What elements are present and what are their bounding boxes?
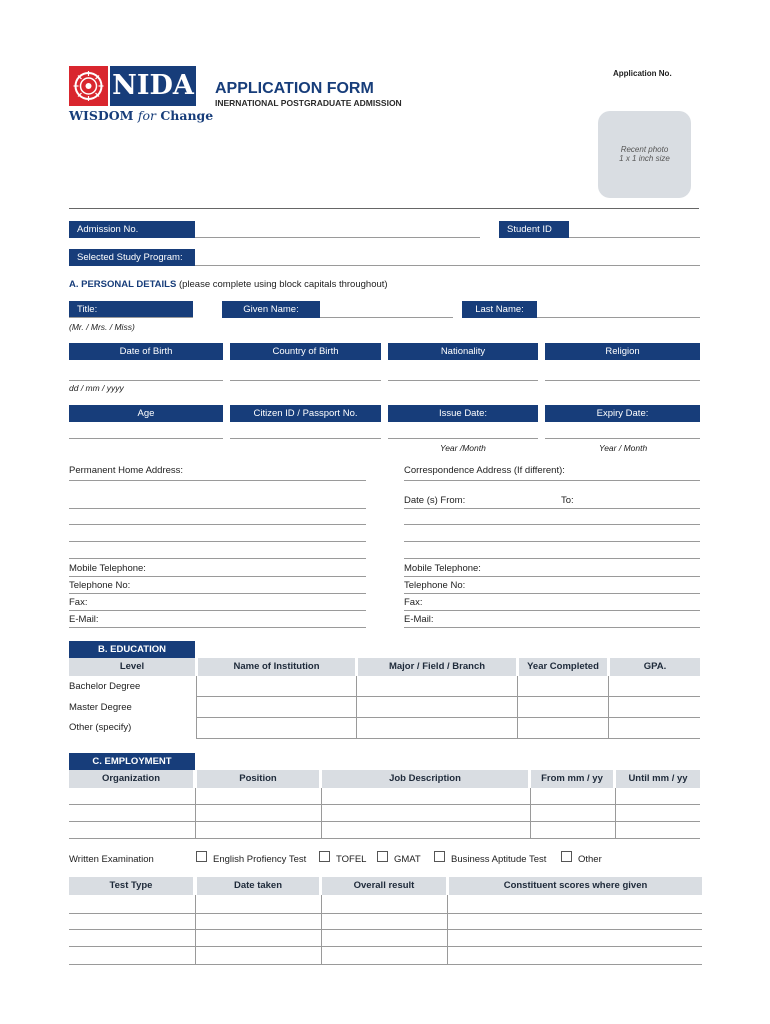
dob-field[interactable]: [69, 380, 223, 381]
given-name-field[interactable]: [320, 317, 453, 318]
checkbox-tofel[interactable]: [319, 851, 330, 862]
correspondence-address-line-2[interactable]: [404, 524, 700, 525]
test-col-line: [195, 895, 196, 964]
correspondence-address-label: Correspondence Address (If different):: [404, 465, 565, 476]
option-other: Other: [578, 854, 602, 865]
dates-to-label: To:: [561, 495, 574, 506]
issue-date-field[interactable]: [388, 438, 538, 439]
checkbox-english[interactable]: [196, 851, 207, 862]
email-right-field[interactable]: [404, 627, 700, 628]
emp-col-line: [321, 788, 322, 838]
phone-right-field[interactable]: [404, 593, 700, 594]
permanent-address-line-1[interactable]: [69, 480, 366, 481]
test-row-line: [69, 946, 702, 947]
age-label: Age: [69, 405, 223, 422]
form-subtitle: INERNATIONAL POSTGRADUATE ADMISSION: [215, 98, 402, 108]
employment-section-title: C. EMPLOYMENT: [69, 753, 195, 770]
emblem-icon: [69, 66, 108, 106]
checkbox-business-aptitude[interactable]: [434, 851, 445, 862]
emp-header-position: Position: [197, 770, 319, 788]
emp-header-organization: Organization: [69, 770, 193, 788]
application-no-label: Application No.: [613, 69, 672, 78]
dates-field[interactable]: [404, 508, 700, 509]
test-col-line: [447, 895, 448, 964]
logo-wordmark: [110, 66, 196, 106]
dob-label: Date of Birth: [69, 343, 223, 360]
fax-right-label: Fax:: [404, 597, 423, 608]
header-divider: [69, 208, 699, 209]
written-exam-label: Written Examination: [69, 854, 154, 865]
expiry-date-field[interactable]: [545, 438, 700, 439]
permanent-address-line-5[interactable]: [69, 558, 366, 559]
fax-right-field[interactable]: [404, 610, 700, 611]
citizen-id-label: Citizen ID / Passport No.: [230, 405, 381, 422]
edu-row-line: [196, 717, 700, 718]
student-id-label: Student ID No.: [499, 221, 569, 238]
phone-right-label: Telephone No:: [404, 580, 466, 591]
option-business-aptitude: Business Aptitude Test: [451, 854, 547, 865]
given-name-label: Given Name:: [222, 301, 320, 318]
citizen-id-field[interactable]: [230, 438, 381, 439]
phone-left-label: Telephone No:: [69, 580, 131, 591]
admission-no-label: Admission No.: [69, 221, 195, 238]
expiry-date-label: Expiry Date:: [545, 405, 700, 422]
religion-field[interactable]: [545, 380, 700, 381]
emp-col-line: [615, 788, 616, 838]
checkbox-other[interactable]: [561, 851, 572, 862]
emp-row-line: [69, 838, 700, 839]
test-header-date: Date taken: [197, 877, 319, 895]
photo-line-1: Recent photo: [620, 145, 669, 154]
last-name-field[interactable]: [537, 317, 700, 318]
test-header-constituent: Constituent scores where given: [449, 877, 702, 895]
edu-header-gpa: GPA.: [610, 658, 700, 676]
study-program-label: Selected Study Program:: [69, 249, 195, 266]
study-program-field[interactable]: [195, 265, 700, 266]
test-row-line: [69, 913, 702, 914]
edu-row-bachelor: Bachelor Degree: [69, 681, 141, 692]
permanent-address-line-4[interactable]: [69, 541, 366, 542]
logo-tagline: WISDOM for Change: [69, 108, 214, 123]
dob-hint: dd / mm / yyyy: [69, 383, 124, 393]
edu-col-line: [196, 676, 197, 738]
emp-header-job-description: Job Description: [322, 770, 528, 788]
edu-col-line: [517, 676, 518, 738]
correspondence-address-line-3[interactable]: [404, 541, 700, 542]
title-hint: (Mr. / Mrs. / Miss): [69, 322, 135, 332]
nationality-field[interactable]: [388, 380, 538, 381]
dates-from-label: Date (s) From:: [404, 495, 466, 506]
country-of-birth-field[interactable]: [230, 380, 381, 381]
mobile-right-label: Mobile Telephone:: [404, 563, 481, 574]
fax-left-field[interactable]: [69, 610, 366, 611]
last-name-label: Last Name:: [462, 301, 537, 318]
permanent-address-label: Permanent Home Address:: [69, 465, 184, 476]
emp-header-from: From mm / yy: [531, 770, 613, 788]
test-header-overall: Overall result: [322, 877, 446, 895]
test-row-line: [69, 929, 702, 930]
emp-header-until: Until mm / yy: [616, 770, 700, 788]
photo-box: [598, 111, 691, 198]
emp-col-line: [195, 788, 196, 838]
edu-row-line: [196, 738, 700, 739]
title-field[interactable]: [69, 317, 193, 318]
emp-row-line: [69, 804, 700, 805]
issue-date-label: Issue Date:: [388, 405, 538, 422]
edu-row-line: [196, 696, 700, 697]
edu-row-master: Master Degree: [69, 702, 132, 713]
personal-section-title: A. PERSONAL DETAILS (please complete using block capitals throughout): [69, 279, 388, 290]
mobile-right-field[interactable]: [404, 576, 700, 577]
option-gmat: GMAT: [394, 854, 421, 865]
issue-date-hint: Year /Month: [440, 443, 486, 453]
nida-logo: [69, 66, 214, 126]
option-tofel: TOFEL: [336, 854, 367, 865]
email-left-label: E-Mail:: [69, 614, 99, 625]
photo-line-2: 1 x 1 inch size: [619, 154, 670, 163]
emp-row-line: [69, 821, 700, 822]
fax-left-label: Fax:: [69, 597, 88, 608]
test-header-type: Test Type: [69, 877, 193, 895]
permanent-address-line-3[interactable]: [69, 524, 366, 525]
test-col-line: [321, 895, 322, 964]
phone-left-field[interactable]: [69, 593, 366, 594]
edu-header-level: Level: [69, 658, 195, 676]
edu-col-line: [608, 676, 609, 738]
student-id-field[interactable]: [569, 237, 700, 238]
email-left-field[interactable]: [69, 627, 366, 628]
expiry-date-hint: Year / Month: [599, 443, 648, 453]
admission-no-field[interactable]: [195, 237, 480, 238]
edu-col-line: [356, 676, 357, 738]
correspondence-address-line-1[interactable]: [404, 480, 700, 481]
correspondence-address-line-4[interactable]: [404, 558, 700, 559]
logo-text: NIDA: [112, 70, 194, 101]
email-right-label: E-Mail:: [404, 614, 434, 625]
edu-row-other: Other (specify): [69, 722, 132, 733]
option-english: English Profiency Test: [213, 854, 307, 865]
religion-label: Religion: [545, 343, 700, 360]
country-of-birth-label: Country of Birth: [230, 343, 381, 360]
nationality-label: Nationality: [388, 343, 538, 360]
title-label: Title:: [69, 301, 193, 318]
test-row-line: [69, 964, 702, 965]
edu-header-year: Year Completed: [519, 658, 607, 676]
edu-header-institution: Name of Institution: [198, 658, 355, 676]
mobile-left-label: Mobile Telephone:: [69, 563, 146, 574]
checkbox-gmat[interactable]: [377, 851, 388, 862]
education-section-title: B. EDUCATION: [69, 641, 195, 658]
age-field[interactable]: [69, 438, 223, 439]
mobile-left-field[interactable]: [69, 576, 366, 577]
emp-col-line: [530, 788, 531, 838]
edu-header-major: Major / Field / Branch: [358, 658, 516, 676]
permanent-address-line-2[interactable]: [69, 508, 366, 509]
form-title: APPLICATION FORM: [215, 80, 374, 97]
